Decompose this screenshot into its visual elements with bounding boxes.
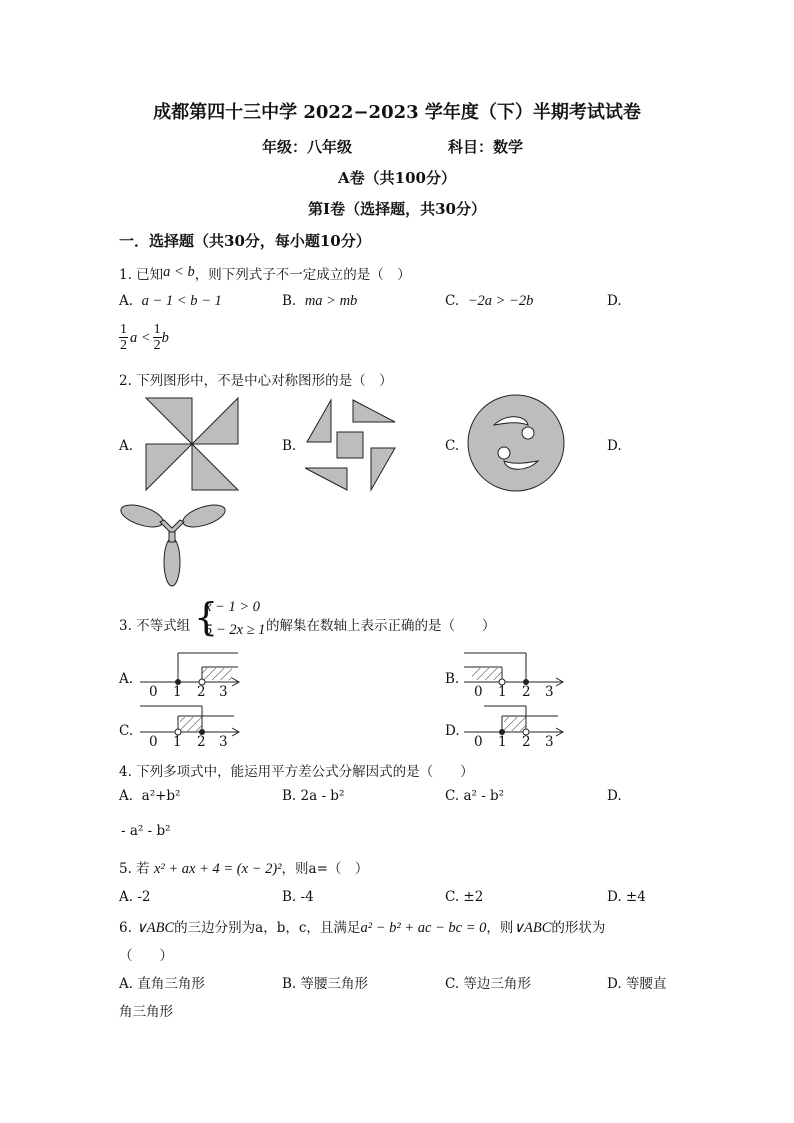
q3-system-line2: 5 − 2x ≥ 1 — [205, 622, 266, 638]
q6-option-d: D. 等腰直 — [607, 976, 667, 992]
tick-label-a-3: 3 — [219, 684, 228, 700]
q1-stem: 1. 已知a < b，则下列式子不一定成立的是（ ） — [119, 264, 411, 283]
q3-system-line1: x − 1 > 0 — [205, 599, 261, 615]
q5-option-b: B. -4 — [282, 889, 314, 905]
tick-label-c-2: 2 — [197, 734, 206, 750]
system-brace: { — [194, 595, 219, 639]
q4-option-b: B. 2a - b² — [282, 788, 345, 804]
q2-option-a-label: A. — [119, 438, 134, 454]
q6-option-a: A. 直角三角形 — [119, 976, 205, 992]
tick-label-c-0: 0 — [149, 734, 158, 750]
q5-option-c: C. ±2 — [445, 889, 484, 905]
crescent-circle-figure — [466, 393, 566, 493]
tick-label-b-1: 1 — [498, 684, 507, 700]
q6-stem: 6. ∨ABC的三边分别为a，b，c，且满足a² − b² + ac − bc = 0，则∨ABC的形状为 — [119, 920, 606, 936]
triangles-square-figure — [303, 398, 399, 494]
q1-option-b: B. ma > mb — [282, 293, 358, 309]
tick-label-d-3: 3 — [545, 734, 554, 750]
q3-option-b-label: B. — [445, 671, 460, 687]
tick-label-b-3: 3 — [545, 684, 554, 700]
q2-stem: 2. 下列图形中，不是中心对称图形的是（ ） — [119, 373, 393, 389]
q4-option-a: A. a²+b² — [119, 788, 181, 804]
page-title: 成都第四十三中学 2022−2023 学年度（下）半期考试试卷 — [153, 102, 641, 123]
q1-option-d-label: D. — [607, 293, 622, 309]
q1-option-c: C. −2a > −2b — [445, 293, 534, 309]
q6-option-c: C. 等边三角形 — [445, 976, 531, 992]
q3-option-a-label: A. — [119, 671, 134, 687]
tick-label-d-1: 1 — [498, 734, 507, 750]
volume-label: A卷（共100分） — [338, 169, 456, 187]
q6-option-b: B. 等腰三角形 — [282, 976, 369, 992]
section-heading: 一．选择题（共30分，每小题10分） — [119, 232, 371, 250]
q2-option-d-label: D. — [607, 438, 622, 454]
propeller-figure — [120, 502, 226, 588]
tick-label-c-1: 1 — [173, 734, 182, 750]
q1-option-d: $\frac{1}{2}$ a < $\frac{1}{2}$ b — [120, 322, 169, 353]
q3-option-c-label: C. — [119, 723, 134, 739]
tick-label-b-2: 2 — [522, 684, 531, 700]
tick-label-b-0: 0 — [474, 684, 483, 700]
tick-label-a-2: 2 — [197, 684, 206, 700]
q4-option-c: C. a² - b² — [445, 788, 505, 804]
q5-option-a: A. -2 — [119, 889, 151, 905]
q2-option-c-label: C. — [445, 438, 460, 454]
part-label: 第Ⅰ卷（选择题，共30分） — [308, 200, 486, 218]
q3-option-d-label: D. — [445, 723, 460, 739]
q4-option-d-label: D. — [607, 788, 622, 804]
pinwheel-figure — [146, 398, 238, 490]
tick-label-c-3: 3 — [219, 734, 228, 750]
tick-label-a-1: 1 — [173, 684, 182, 700]
grade-label: 年级：八年级 — [262, 138, 353, 156]
q5-option-d: D. ±4 — [607, 889, 646, 905]
q5-stem: 5. 若 x² + ax + 4 = (x − 2)²，则a=（ ） — [119, 861, 369, 877]
q3-stem-pre: 3. 不等式组 — [119, 618, 191, 634]
subject-label: 科目：数学 — [448, 138, 524, 156]
q4-option-d: - a² - b² — [121, 823, 171, 839]
tick-label-d-0: 0 — [474, 734, 483, 750]
tick-label-a-0: 0 — [149, 684, 158, 700]
q6-option-d-cont: 角三角形 — [119, 1004, 173, 1020]
q3-stem-post: 的解集在数轴上表示正确的是（ ） — [266, 618, 496, 634]
tick-label-d-2: 2 — [522, 734, 531, 750]
q4-stem: 4. 下列多项式中，能运用平方差公式分解因式的是（ ） — [119, 764, 474, 780]
q1-option-a: A. a − 1 < b − 1 — [119, 293, 222, 309]
q6-answer-paren: （ ） — [119, 948, 173, 964]
q2-option-b-label: B. — [282, 438, 297, 454]
